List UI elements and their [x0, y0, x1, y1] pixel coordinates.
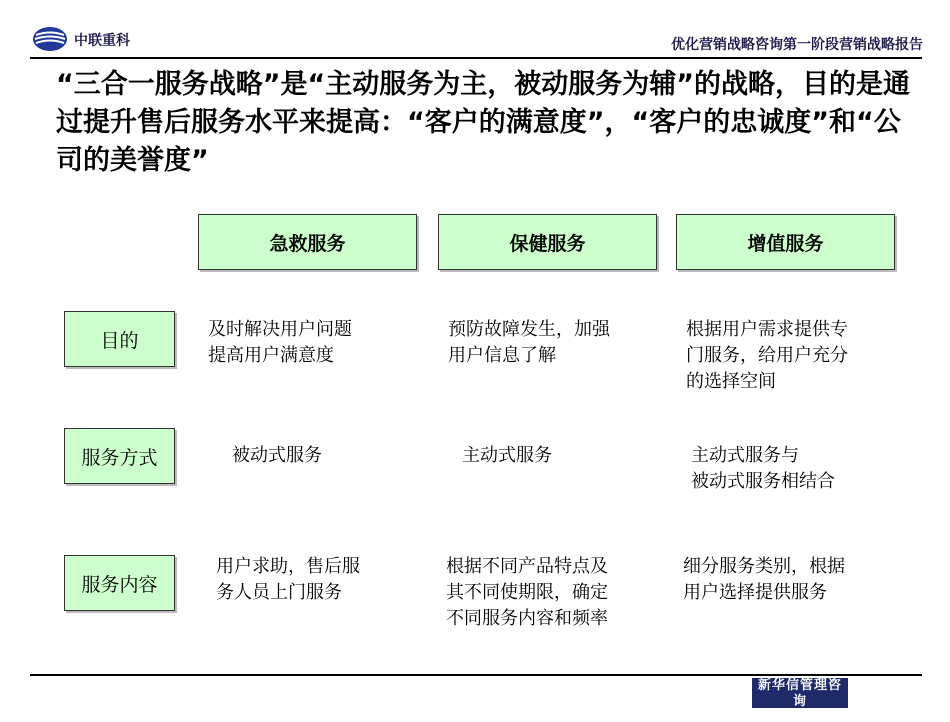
- cell-method-value-added: 主动式服务与 被动式服务相结合: [691, 445, 835, 492]
- column-header-maintenance: 保健服务: [438, 214, 657, 270]
- column-header-emergency: 急救服务: [198, 214, 417, 270]
- row-label-method: 服务方式: [64, 428, 175, 484]
- cell-method-emergency: 被动式服务: [232, 445, 322, 466]
- cell-content-maintenance: 根据不同产品特点及 其不同使期限，确定 不同服务内容和频率: [446, 556, 608, 629]
- cell-content-value-added: 细分服务类别，根据 用户选择提供服务: [683, 556, 845, 603]
- column-header-value-added: 增值服务: [676, 214, 895, 270]
- cell-purpose-value-added: 根据用户需求提供专 门服务，给用户充分 的选择空间: [686, 319, 848, 392]
- header-divider: [30, 57, 922, 59]
- page-title: “三合一服务战略”是“主动服务为主，被动服务为辅”的战略，目的是通过提升售后服务水平来提高：“客户的满意度”，“客户的忠诚度”和“公司的美誉度”: [56, 69, 910, 176]
- cell-content-emergency: 用户求助，售后服 务人员上门服务: [216, 556, 360, 603]
- sinotrust-logo: 新华信管理咨询 SINOTRUST: [752, 678, 848, 708]
- brand-name: 中联重科: [74, 33, 130, 49]
- cell-method-maintenance: 主动式服务: [462, 445, 552, 466]
- footer-divider: [30, 674, 922, 676]
- row-label-purpose: 目的: [64, 311, 175, 367]
- cell-purpose-maintenance: 预防故障发生，加强 用户信息了解: [448, 319, 610, 366]
- report-title: 优化营销战略咨询第一阶段营销战略报告: [671, 37, 923, 53]
- cell-purpose-emergency: 及时解决用户问题 提高用户满意度: [208, 319, 352, 366]
- row-label-content: 服务内容: [64, 555, 175, 611]
- company-logo-icon: [32, 26, 68, 52]
